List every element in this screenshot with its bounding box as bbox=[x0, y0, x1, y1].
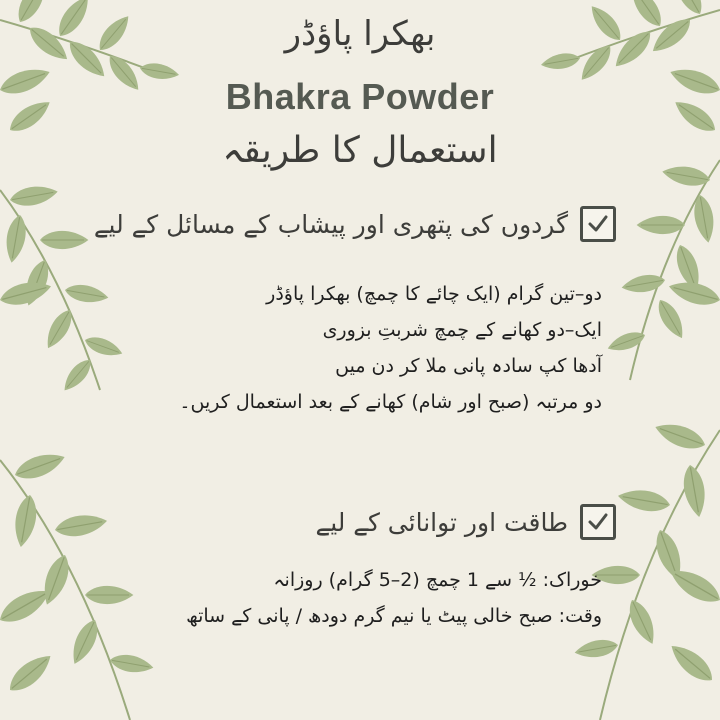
section-strength-heading bbox=[316, 504, 616, 540]
body-line: دو مرتبہ (صبح اور شام) کھانے کے بعد استعمال کریں۔ bbox=[179, 391, 602, 413]
section-strength-title: طاقت اور توانائی کے لیے bbox=[315, 507, 568, 537]
section-strength-body bbox=[186, 562, 602, 634]
body-line: دو–تین گرام (ایک چائے کا چمچ) بھکرا پاؤڈر bbox=[266, 283, 602, 305]
checkbox-check-icon bbox=[580, 206, 616, 242]
body-line: وقت: صبح خالی پیٹ یا نیم گرم دودھ / پانی کے ساتھ bbox=[186, 605, 602, 627]
checkbox-check-icon bbox=[580, 504, 616, 540]
title-urdu: بھکرا پاؤڈر bbox=[284, 14, 436, 54]
body-line: خوراک: ½ سے 1 چمچ (2–5 گرام) روزانہ bbox=[273, 569, 602, 591]
body-line: آدھا کپ سادہ پانی ملا کر دن میں bbox=[335, 355, 602, 377]
body-line: ایک–دو کھانے کے چمچ شربتِ بزوری bbox=[322, 319, 602, 341]
subtitle-urdu: استعمال کا طریقہ bbox=[222, 130, 498, 171]
section-kidney-body bbox=[179, 276, 602, 420]
section-kidney-heading bbox=[94, 206, 616, 242]
section-kidney-title: گردوں کی پتھری اور پیشاب کے مسائل کے لیے bbox=[93, 209, 568, 239]
title-english: Bhakra Powder bbox=[225, 76, 495, 117]
